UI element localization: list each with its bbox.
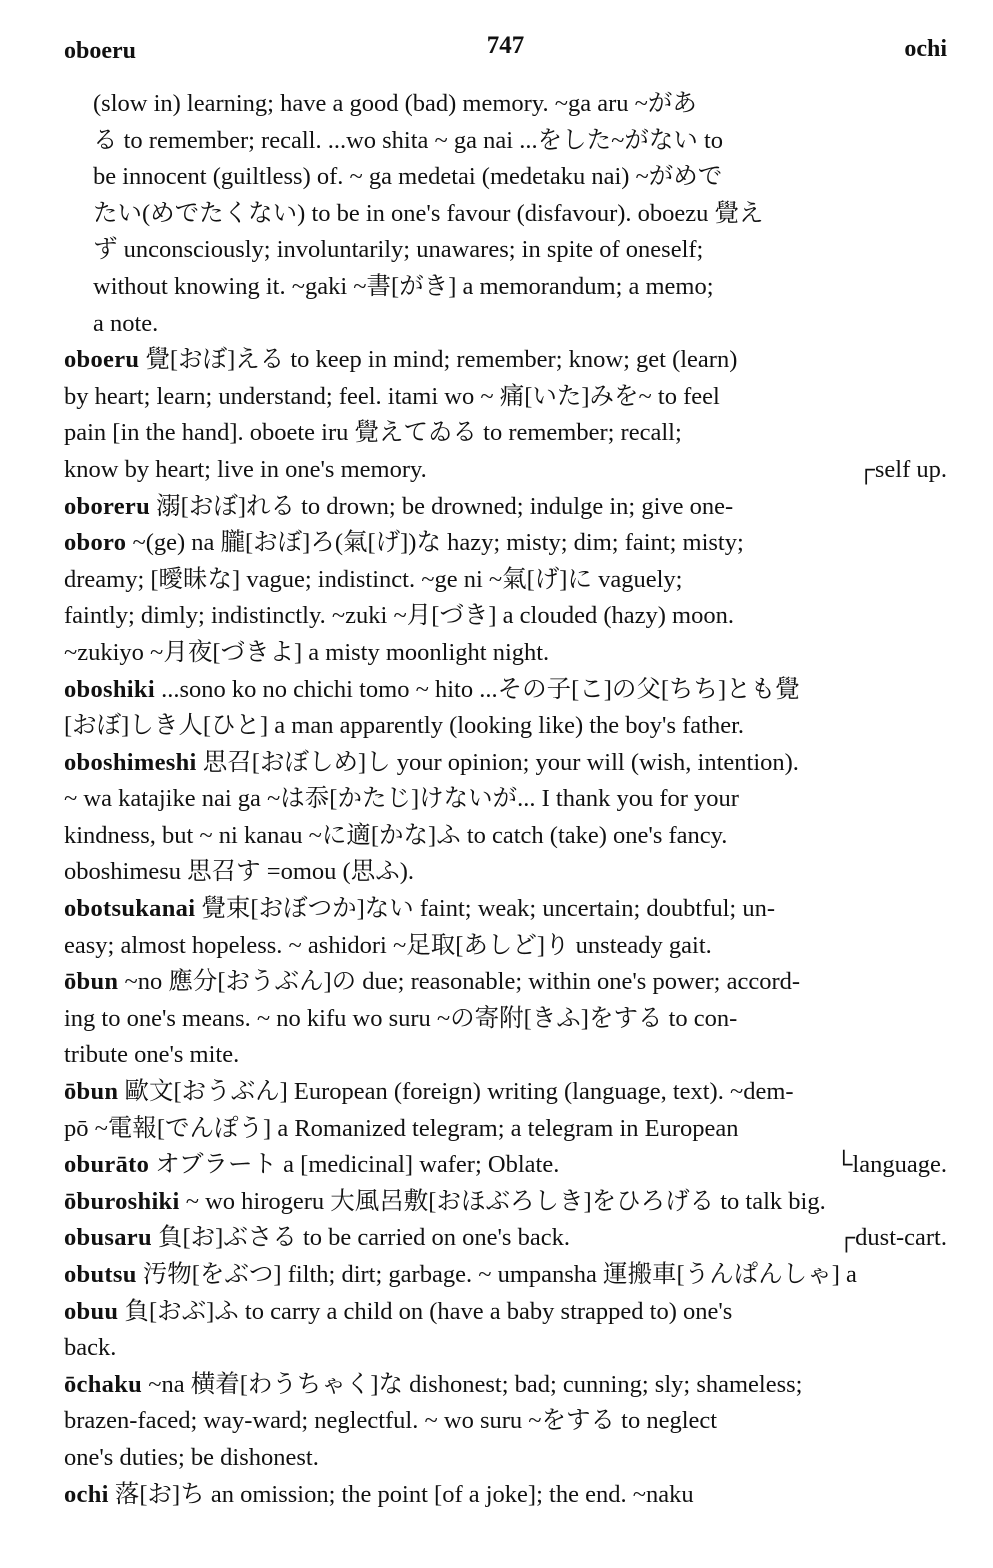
dictionary-entry-oboshimeshi	[64, 745, 947, 891]
entry-line	[64, 928, 947, 965]
entry-line	[64, 1257, 947, 1294]
entry-line	[93, 269, 947, 306]
running-head	[64, 28, 947, 86]
entry-text: brazen-faced; way-ward; neglectful. ~ wo suru ~をする to neglect	[64, 1407, 718, 1435]
entry-text: 思召[おぼしめ]し your opinion; your will (wish, intention).	[202, 748, 799, 776]
headword: obotsukanai	[64, 895, 196, 923]
entry-line	[64, 708, 947, 745]
dictionary-entry-oboro	[64, 525, 947, 671]
dictionary-entry-oboreru	[64, 489, 947, 526]
entry-line	[64, 1111, 947, 1148]
entry-line	[64, 342, 947, 379]
dictionary-entry-obun1	[64, 964, 947, 1074]
carried-over-word: ┌self up.	[857, 455, 947, 483]
headword: oboeru	[64, 346, 140, 374]
entry-line	[64, 1477, 947, 1514]
entry-line	[64, 1403, 947, 1440]
entry-text: easy; almost hopeless. ~ ashidori ~足取[あしど]り unsteady gait.	[64, 931, 712, 959]
dictionary-entry-obuu	[64, 1294, 947, 1367]
entry-text: 汚物[をぶつ] filth; dirt; garbage. ~ umpansha 運搬車[うんぱんしゃ] a	[142, 1261, 857, 1288]
dictionary-entry-oboeru	[64, 342, 947, 488]
entry-text: 溺[おぼ]れる to drown; be drowned; indulge in; give one-	[156, 492, 734, 520]
headword: ōbun	[64, 1078, 119, 1106]
entry-text: pain [in the hand]. oboete iru 覺えてゐる to remember; recall;	[64, 419, 682, 447]
entry-text: 歐文[おうぶん] European (foreign) writing (language, text). ~dem-	[124, 1078, 794, 1106]
headword: oboreru	[64, 492, 151, 520]
entry-line	[64, 1220, 947, 1257]
page-number: 747	[486, 32, 525, 59]
entry-text: 覺[おぼ]える to keep in mind; remember; know; get (learn)	[145, 346, 738, 374]
headword: obusaru	[64, 1224, 152, 1252]
entry-line	[64, 525, 947, 562]
entry-text: たい(めでたくない) to be in one's favour (disfavour). oboezu 覺え	[93, 199, 764, 227]
entry-line	[93, 306, 947, 343]
dictionary-entry-ochaku	[64, 1367, 947, 1477]
entry-line	[64, 1001, 947, 1038]
entry-text: kindness, but ~ ni kanau ~に適[かな]ふ to catch (take) one's fancy.	[64, 821, 728, 849]
entry-text: back.	[64, 1334, 117, 1362]
entry-line	[93, 159, 947, 196]
entry-text: ~ wo hirogeru 大風呂敷[おほぶろしき]をひろげる to talk big.	[185, 1187, 826, 1215]
entry-list	[64, 86, 947, 1513]
entry-line	[93, 86, 947, 123]
entry-text: ~no 應分[おうぶん]の due; reasonable; within one's power; accord-	[124, 968, 801, 996]
entry-line	[93, 196, 947, 233]
entry-line	[64, 562, 947, 599]
entry-text: ず unconsciously; involuntarily; unawares; in spite of oneself;	[93, 236, 704, 264]
entry-line	[64, 379, 947, 416]
entry-text: ~ wa katajike nai ga ~は忝[かたじ]けないが... I thank you for your	[64, 785, 739, 813]
headword: obutsu	[64, 1261, 137, 1288]
dictionary-entry-continuation	[64, 86, 947, 342]
entry-line	[64, 1367, 947, 1404]
carried-over-word: ┌dust-cart.	[837, 1224, 947, 1252]
entry-text: 負[お]ぶさる to be carried on one's back.	[158, 1224, 570, 1252]
entry-text: faintly; dimly; indistinctly. ~zuki ~月[づき] a clouded (hazy) moon.	[64, 602, 734, 630]
entry-line	[64, 745, 947, 782]
entry-line	[64, 1330, 947, 1367]
entry-text: (slow in) learning; have a good (bad) memory. ~ga aru ~があ	[93, 90, 697, 117]
entry-text: ...sono ko no chichi tomo ~ hito ...その子[こ]の父[ちち]とも覺	[161, 675, 800, 703]
entry-text: [おぼ]しき人[ひと] a man apparently (looking like) the boy's father.	[64, 712, 745, 740]
headword: ōburoshiki	[64, 1187, 180, 1215]
entry-text: dreamy; [曖昧な] vague; indistinct. ~ge ni ~氣[げ]に vaguely;	[64, 565, 683, 593]
entry-line	[64, 635, 947, 672]
entry-text: 落[お]ち an omission; the point [of a joke]; the end. ~naku	[114, 1480, 694, 1508]
entry-line	[64, 1184, 947, 1221]
entry-text: without knowing it. ~gaki ~書[がき] a memorandum; a memo;	[93, 272, 714, 300]
entry-text: oboshimesu 思召す =omou (思ふ).	[64, 858, 414, 886]
headword: oboshiki	[64, 675, 155, 703]
dictionary-entry-oburoshiki	[64, 1184, 947, 1221]
right-guide-word: ochi	[904, 36, 947, 62]
entry-text: ing to one's means. ~ no kifu wo suru ~の寄附[きふ]をする to con-	[64, 1004, 738, 1032]
headword: ochi	[64, 1480, 109, 1508]
entry-line	[64, 891, 947, 928]
entry-line	[64, 1440, 947, 1477]
headword: ōchaku	[64, 1370, 143, 1398]
dictionary-entry-obusaru	[64, 1220, 947, 1257]
left-guide-word: oboeru	[64, 38, 136, 64]
entry-line	[64, 598, 947, 635]
entry-line	[64, 854, 947, 891]
entry-text: オブラート a [medicinal] wafer; Oblate.	[155, 1151, 560, 1179]
entry-line	[93, 123, 947, 160]
headword: oboro	[64, 529, 127, 557]
dictionary-entry-obotsukanai	[64, 891, 947, 964]
entry-text: a note.	[93, 309, 159, 337]
entry-line	[93, 232, 947, 269]
dictionary-entry-obun2	[64, 1074, 947, 1147]
entry-line	[64, 1294, 947, 1331]
entry-line	[64, 818, 947, 855]
entry-text: pō ~電報[でんぽう] a Romanized telegram; a telegram in European	[64, 1114, 739, 1142]
entry-text: ~na 横着[わうちゃく]な dishonest; bad; cunning; sly; shameless;	[148, 1370, 803, 1398]
headword: ōbun	[64, 968, 119, 996]
headword: oburāto	[64, 1151, 150, 1179]
dictionary-entry-obutsu	[64, 1257, 947, 1294]
entry-line	[64, 672, 947, 709]
entry-line	[64, 415, 947, 452]
entry-line	[64, 964, 947, 1001]
entry-text: by heart; learn; understand; feel. itami wo ~ 痛[いた]みを~ to feel	[64, 382, 720, 410]
entry-line	[64, 1147, 947, 1184]
dictionary-entry-ochi	[64, 1477, 947, 1514]
entry-text: be innocent (guiltless) of. ~ ga medetai (medetaku nai) ~がめで	[93, 163, 723, 191]
entry-line	[64, 1074, 947, 1111]
entry-text: tribute one's mite.	[64, 1041, 240, 1069]
entry-text: ~(ge) na 朧[おぼ]ろ(氣[げ])な hazy; misty; dim; faint; misty;	[132, 529, 744, 557]
entry-line	[64, 781, 947, 818]
entry-text: one's duties; be dishonest.	[64, 1443, 319, 1471]
entry-text: know by heart; live in one's memory.	[64, 455, 427, 483]
dictionary-entry-oboshiki	[64, 672, 947, 745]
headword: oboshimeshi	[64, 748, 197, 776]
dictionary-entry-oburato	[64, 1147, 947, 1184]
carried-over-word: └language.	[835, 1151, 947, 1179]
entry-text: る to remember; recall. ...wo shita ~ ga nai ...をした~がない to	[93, 126, 724, 154]
entry-line	[64, 489, 947, 526]
entry-text: 覺束[おぼつか]ない faint; weak; uncertain; doubtful; un-	[201, 895, 776, 923]
entry-line	[64, 1037, 947, 1074]
entry-text: ~zukiyo ~月夜[づきよ] a misty moonlight night.	[64, 638, 550, 666]
headword: obuu	[64, 1297, 119, 1325]
entry-line	[64, 452, 947, 489]
entry-text: 負[おぶ]ふ to carry a child on (have a baby strapped to) one's	[124, 1297, 733, 1325]
